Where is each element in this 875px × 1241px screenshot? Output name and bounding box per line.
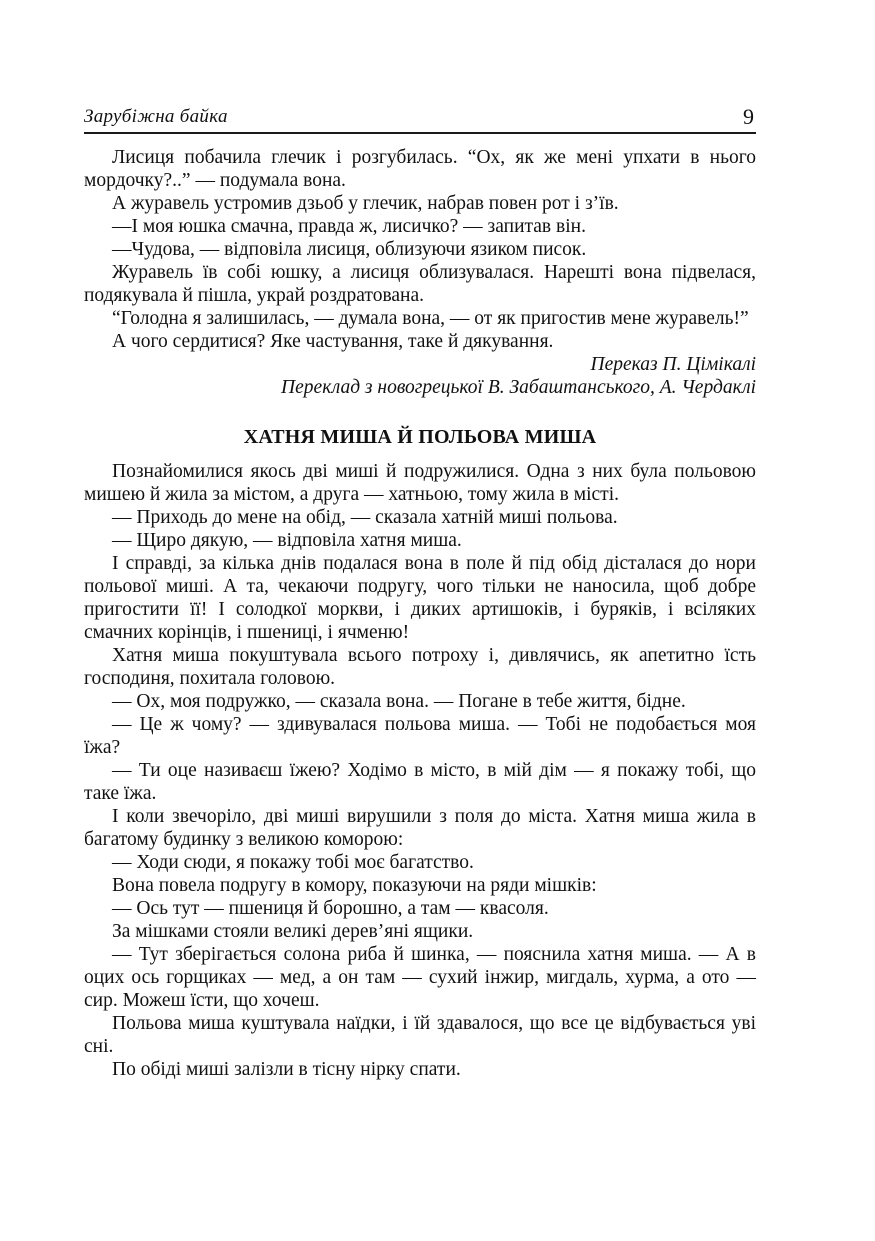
paragraph: — Ось тут — пшениця й борошно, а там — квасоля. xyxy=(112,898,549,919)
paragraph: Лисиця побачила глечик і розгубилась. “Ох, як же мені упхати в нього мордочку?..” — подумала вона. xyxy=(84,147,756,191)
paragraph: — Ходи сюди, я покажу тобі моє багатство. xyxy=(112,852,474,873)
header-title: Зарубіжна байка xyxy=(84,106,228,127)
running-header xyxy=(84,104,756,134)
paragraph: — Це ж чому? — здивувалася польова миша. — Тобі не подобається моя їжа? xyxy=(84,714,756,758)
retelling-credit: Переказ П. Цімікалі xyxy=(590,354,756,375)
paragraph: — Ох, моя подружко, — сказала вона. — Погане в тебе життя, бідне. xyxy=(112,691,686,712)
paragraph: Польова миша куштувала наїдки, і їй здавалося, що все це відбувається уві сні. xyxy=(84,1013,756,1057)
paragraph: — Щиро дякую, — відповіла хатня миша. xyxy=(112,530,462,551)
page-body xyxy=(84,146,756,1081)
paragraph: — Тут зберігається солона риба й шинка, — пояснила хатня миша. — А в оцих ось горщиках — мед, а он там — сухий інжир, мигдаль, хурма, а ото — сир. Можеш їсти, що хочеш. xyxy=(84,944,756,1011)
paragraph: А журавель устромив дзьоб у глечик, набрав повен рот і з’їв. xyxy=(112,193,619,214)
paragraph: Вона повела подругу в комору, показуючи на ряди мішків: xyxy=(112,875,597,896)
paragraph: Журавель їв собі юшку, а лисиця облизувалася. Нарешті вона підвелася, подякувала й пішла, украй роздратована. xyxy=(84,262,756,306)
paragraph: По обіді миші залізли в тісну нірку спати. xyxy=(112,1059,461,1080)
paragraph: І коли звечоріло, дві миші вирушили з поля до міста. Хатня миша жила в багатому будинку з великою коморою: xyxy=(84,806,756,850)
page-number: 9 xyxy=(743,104,754,129)
paragraph: А чого сердитися? Яке частування, таке й дякування. xyxy=(112,331,554,352)
story-title: ХАТНЯ МИША Й ПОЛЬОВА МИША xyxy=(243,426,597,448)
paragraph: За мішками стояли великі дерев’яні ящики. xyxy=(112,921,474,942)
paragraph: Хатня миша покуштувала всього потроху і, дивлячись, як апетитно їсть господиня, похитала головою. xyxy=(84,645,756,689)
paragraph: —Чудова, — відповіла лисиця, облизуючи язиком писок. xyxy=(112,239,587,260)
paragraph: —І моя юшка смачна, правда ж, лисичко? — запитав він. xyxy=(112,216,586,237)
paragraph: “Голодна я залишилась, — думала вона, — от як пригостив мене журавель!” xyxy=(112,308,749,329)
paragraph: — Ти оце називаєш їжею? Ходімо в місто, в мій дім — я покажу тобі, що таке їжа. xyxy=(84,760,756,804)
paragraph: Познайомилися якось дві миші й подружилися. Одна з них була польовою мишею й жила за містом, а друга — хатньою, тому жила в місті. xyxy=(84,461,756,505)
paragraph: І справді, за кілька днів подалася вона в поле й під обід дісталася до нори польової миші. А та, чекаючи подругу, чого тільки не наносила, щоб добре пригостити її! І солодкої моркви, і диких артишоків, і буряків, і всіляких смачних корінців, і пшениці, і ячменю! xyxy=(84,553,756,643)
paragraph: — Приходь до мене на обід, — сказала хатній миші польова. xyxy=(112,507,618,528)
translation-credit: Переклад з новогрецької В. Забаштанського, А. Чердаклі xyxy=(281,377,756,398)
